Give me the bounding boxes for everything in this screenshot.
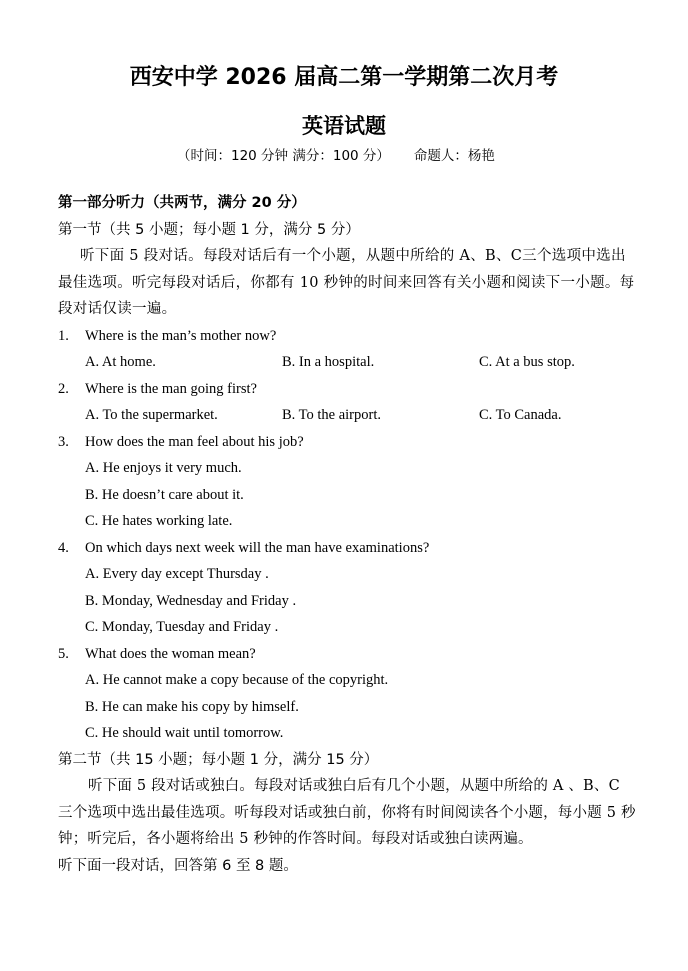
option-c: C. At a bus stop. bbox=[479, 354, 575, 370]
option-c: C. To Canada. bbox=[479, 407, 562, 423]
option-c: C. Monday, Tuesday and Friday . bbox=[85, 619, 279, 635]
question-text: Where is the man going first? bbox=[85, 380, 257, 397]
option-c: C. He hates working late. bbox=[85, 513, 233, 529]
question-5 bbox=[58, 641, 636, 747]
option-b: B. In a hospital. bbox=[282, 354, 375, 370]
section2-heading: 第二节（共 15 小题；每小题 1 分，满分 15 分） bbox=[58, 751, 379, 768]
exam-subtitle: 英语试题 bbox=[302, 114, 386, 138]
option-b: B. Monday, Wednesday and Friday . bbox=[85, 592, 297, 609]
question-number: 1. bbox=[58, 327, 69, 344]
section1-instructions: 听下面 5 段对话。每段对话后有一个小题，从题中所给的 A、B、C三个选项中选出最佳选项。听完每段对话后，你都有 10 秒钟的时间来回答有关小题和阅读下一小题。每段对话仅读一遍。 bbox=[58, 248, 635, 317]
question-3 bbox=[58, 429, 636, 535]
section2-instructions: 听下面 5 段对话或独白。每段对话或独白后有几个小题，从题中所给的 A 、B、C 三个选项中选出最佳选项。听每段对话或独白前，你将有时间阅读各个小题，每小题 5 秒钟；听完后，各小题将给出 5 秒钟的作答时间。每段对话或独白读两遍。 bbox=[58, 778, 636, 847]
question-text: What does the woman mean? bbox=[85, 645, 256, 662]
option-b: B. He doesn’t care about it. bbox=[85, 486, 244, 503]
question-number: 3. bbox=[58, 433, 69, 450]
exam-meta bbox=[177, 145, 495, 167]
time-info: （时间：120 分钟 满分：100 分） bbox=[177, 148, 390, 164]
option-c: C. He should wait until tomorrow. bbox=[85, 725, 284, 741]
section1-heading: 第一节（共 5 小题；每小题 1 分，满分 5 分） bbox=[58, 221, 360, 238]
part1-heading: 第一部分听力（共两节，满分 20 分） bbox=[58, 195, 306, 211]
question-1 bbox=[58, 323, 636, 376]
section2-note: 听下面一段对话，回答第 6 至 8 题。 bbox=[58, 857, 298, 874]
option-a: A. To the supermarket. bbox=[85, 407, 218, 423]
option-a: A. At home. bbox=[85, 354, 156, 370]
option-a: A. He cannot make a copy because of the copyright. bbox=[85, 672, 389, 688]
option-a: A. Every day except Thursday . bbox=[85, 566, 269, 582]
question-4 bbox=[58, 535, 636, 641]
option-b: B. To the airport. bbox=[282, 407, 381, 423]
exam-title: 西安中学 2026 届高二第一学期第二次月考 bbox=[129, 65, 559, 90]
question-number: 5. bbox=[58, 645, 69, 662]
question-text: On which days next week will the man have examinations? bbox=[85, 539, 430, 556]
option-b: B. He can make his copy by himself. bbox=[85, 698, 299, 715]
question-2 bbox=[58, 376, 636, 429]
exam-body bbox=[58, 190, 636, 879]
author-info: 命题人：杨艳 bbox=[413, 148, 495, 164]
question-text: Where is the man’s mother now? bbox=[85, 327, 277, 344]
question-number: 4. bbox=[58, 539, 69, 556]
option-a: A. He enjoys it very much. bbox=[85, 460, 242, 476]
question-text: How does the man feel about his job? bbox=[85, 433, 304, 450]
question-number: 2. bbox=[58, 380, 69, 397]
